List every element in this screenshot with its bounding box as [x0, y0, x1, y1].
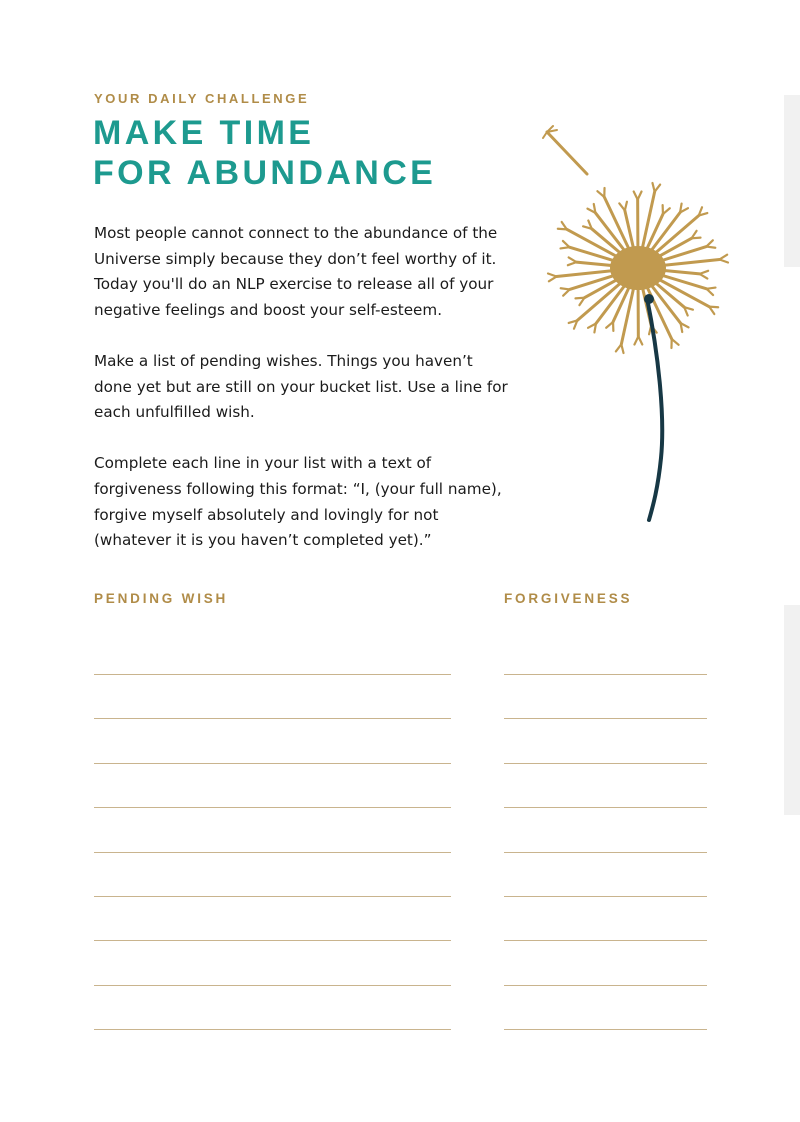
step-1-paragraph: Make a list of pending wishes. Things you haven’t done yet but are still on your bucket list. Use a line for each unfulfilled wish. [94, 351, 508, 422]
pending-wish-line[interactable] [94, 674, 451, 675]
pending-wish-line[interactable] [94, 852, 451, 853]
page-title [93, 113, 436, 193]
dandelion-illustration [535, 118, 750, 528]
pending-wish-line[interactable] [94, 896, 451, 897]
forgiveness-line[interactable] [504, 985, 707, 986]
pending-wish-line[interactable] [94, 940, 451, 941]
forgiveness-line[interactable] [504, 763, 707, 764]
forgiveness-line[interactable] [504, 852, 707, 853]
pending-wish-line[interactable] [94, 985, 451, 986]
forgiveness-line[interactable] [504, 674, 707, 675]
pending-wish-line[interactable] [94, 763, 451, 764]
forgiveness-line[interactable] [504, 718, 707, 719]
pending-wish-line[interactable] [94, 807, 451, 808]
instructions [94, 221, 554, 579]
side-tab-top [784, 95, 800, 267]
pending-wish-lines [94, 674, 451, 1074]
forgiveness-line[interactable] [504, 1029, 707, 1030]
forgiveness-line[interactable] [504, 940, 707, 941]
step-2-paragraph: Complete each line in your list with a text of forgiveness following this format: “I, (your full name), forgive myself absolutely and lovingly for not (whatever it is you haven’t completed yet).” [94, 454, 502, 550]
forgiveness-lines [504, 674, 707, 1074]
forgiveness-line[interactable] [504, 807, 707, 808]
forgiveness-header: FORGIVENESS [504, 591, 633, 606]
forgiveness-line[interactable] [504, 896, 707, 897]
pending-wish-line[interactable] [94, 718, 451, 719]
pending-wish-header: PENDING WISH [94, 591, 229, 606]
eyebrow-label: YOUR DAILY CHALLENGE [94, 91, 310, 106]
title-line-1: MAKE TIME [93, 114, 315, 152]
pending-wish-line[interactable] [94, 1029, 451, 1030]
side-tab-bottom [784, 605, 800, 815]
title-line-2: FOR ABUNDANCE [93, 154, 437, 192]
intro-paragraph: Most people cannot connect to the abundance of the Universe simply because they don’t feel worthy of it. Today you'll do an NLP exercise to release all of your negative feelings and boost your self-esteem. [94, 224, 498, 319]
